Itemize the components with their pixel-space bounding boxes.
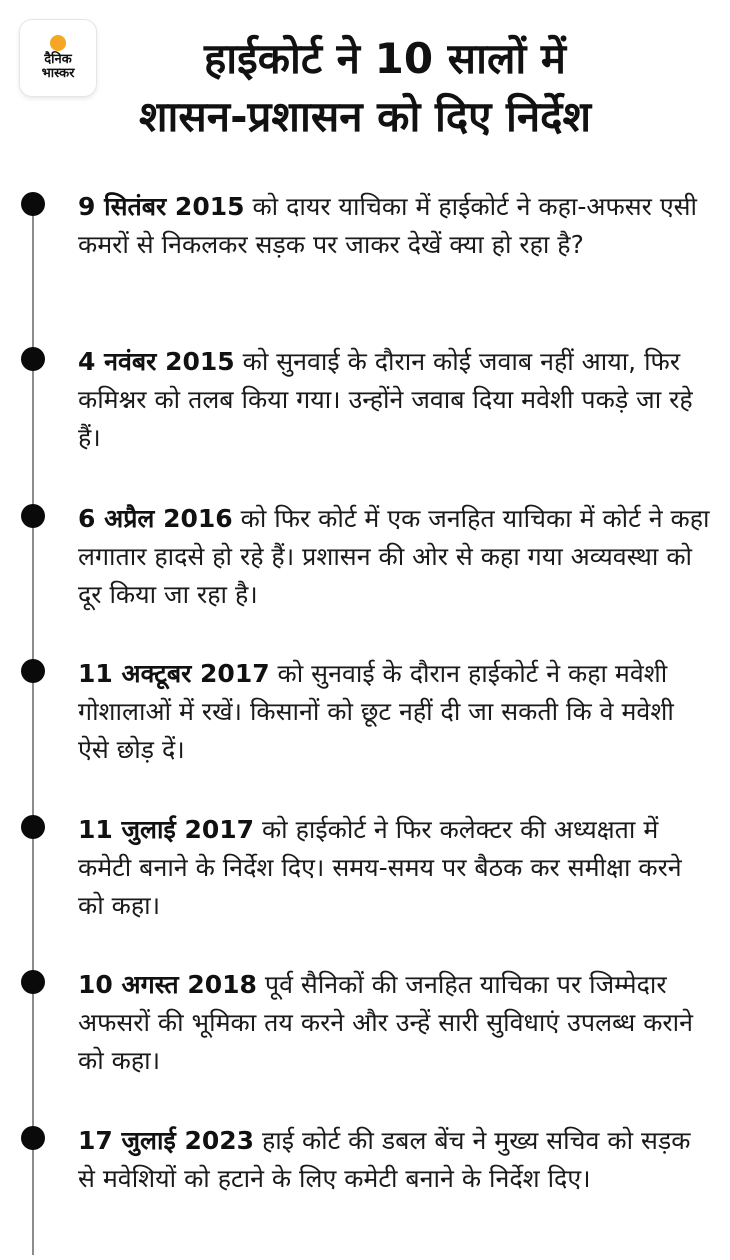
page-title [0,30,730,146]
timeline-date: 17 जुलाई 2023 [78,1126,255,1155]
timeline-dot-icon [21,192,45,216]
title-line-1: हाईकोर्ट ने 10 सालों में [203,34,567,83]
timeline-dot-icon [21,347,45,371]
logo-line-1: दैनिक [44,52,72,67]
timeline-description: पूर्व सैनिकों की जनहित याचिका पर जिम्मेदार अफसरों की भूमिका तय करने और उन्हें सारी सुविधाएं उपलब्ध कराने को कहा। [78,970,693,1075]
timeline-text [78,343,710,457]
timeline-text [78,811,710,925]
timeline-text [78,655,710,769]
timeline-date: 11 अक्टूबर 2017 [78,659,270,688]
timeline-text [78,188,710,264]
timeline-date: 9 सितंबर 2015 [78,192,245,221]
timeline-description: को सुनवाई के दौरान कोई जवाब नहीं आया, फिर कमिश्नर को तलब किया गया। उन्होंने जवाब दिया मवेशी पकड़े जा रहे हैं। [78,347,693,452]
timeline-description: को हाईकोर्ट ने फिर कलेक्टर की अध्यक्षता में कमेटी बनाने के निर्देश दिए। समय-समय पर बैठक कर समीक्षा करने को कहा। [78,815,682,920]
timeline-dot-icon [21,504,45,528]
timeline-text [78,500,710,614]
timeline-description: को सुनवाई के दौरान हाईकोर्ट ने कहा मवेशी गोशालाओं में रखें। किसानों को छूट नहीं दी जा सकती कि वे मवेशी ऐसे छोड़ दें। [78,659,674,764]
timeline-date: 4 नवंबर 2015 [78,347,235,376]
timeline-text [78,1122,710,1198]
timeline-dot-icon [21,970,45,994]
logo-line-2: भास्कर [41,66,75,81]
timeline-description: को दायर याचिका में हाईकोर्ट ने कहा-अफसर एसी कमरों से निकलकर सड़क पर जाकर देखें क्या हो रहा है? [78,192,698,259]
timeline-description: हाई कोर्ट की डबल बेंच ने मुख्य सचिव को सड़क से मवेशियों को हटाने के लिए कमेटी बनाने के निर्देश दिए। [78,1126,691,1193]
timeline-description: को फिर कोर्ट में एक जनहित याचिका में कोर्ट ने कहा लगातार हादसे हो रहे हैं। प्रशासन की ओर से कहा गया अव्यवस्था को दूर किया जा रहा है। [78,504,710,609]
timeline-date: 10 अगस्त 2018 [78,970,257,999]
timeline-date: 6 अप्रैल 2016 [78,504,233,533]
timeline-dot-icon [21,659,45,683]
timeline-text [78,966,710,1080]
timeline-dot-icon [21,1126,45,1150]
title-line-2: शासन-प्रशासन को दिए निर्देश [138,92,592,141]
timeline-dot-icon [21,815,45,839]
timeline-date: 11 जुलाई 2017 [78,815,255,844]
